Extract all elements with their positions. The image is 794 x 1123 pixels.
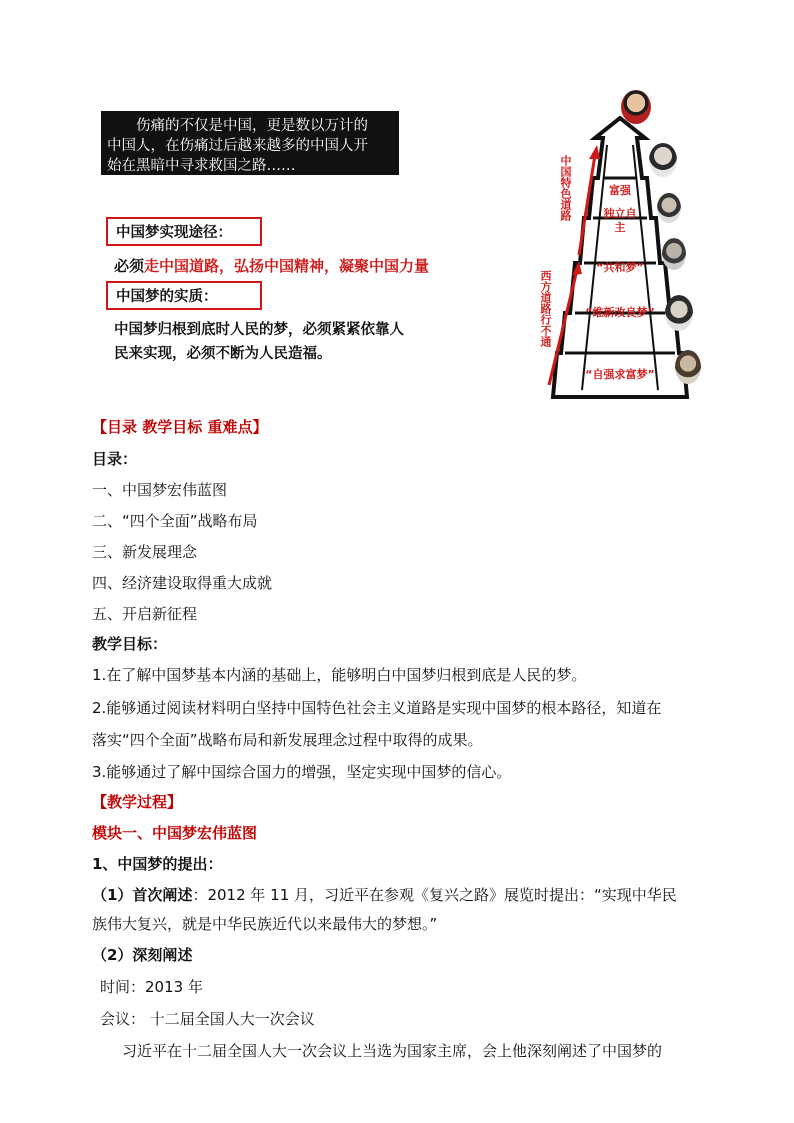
portrait-icon xyxy=(649,143,677,177)
essence-heading-box xyxy=(106,281,262,310)
essence-line: 中国梦归根到底时人民的梦，必须紧紧依靠人 xyxy=(114,321,404,338)
path-heading: 中国梦实现途径： xyxy=(116,224,232,241)
portrait-icon xyxy=(621,90,651,124)
goal-1: 1.在了解中国梦基本内涵的基础上，能够明白中国梦归根到底是人民的梦。 xyxy=(92,666,587,684)
path-heading-box xyxy=(106,217,262,246)
goal-2: 2.能够通过阅读材料明白坚持中国特色社会主义道路是实现中国梦的根本路径，知道在 xyxy=(92,699,662,717)
deep-label: （2）深刻阐述 xyxy=(92,946,193,964)
process-heading: 【教学过程】 xyxy=(92,793,183,811)
caption-line: 伤痛的不仅是中国，更是数以万计的 xyxy=(107,118,368,134)
last-line: 习近平在十二届全国人大一次会议上当选为国家主席，会上他深刻阐述了中国梦的 xyxy=(122,1042,663,1060)
step-label-1: 富强 xyxy=(609,184,631,197)
toc-item-5: 五、开启新征程 xyxy=(92,605,198,623)
path-highlight: 走中国道路，弘扬中国精神，凝聚中国力量 xyxy=(144,257,430,275)
step-label-5: “自强求富梦” xyxy=(585,368,655,381)
caption-line: 始在黑暗中寻求救国之路…… xyxy=(107,158,296,174)
first-statement xyxy=(92,884,677,905)
toc-item-3: 三、新发展理念 xyxy=(92,543,198,561)
toc-item-2: 二、“四个全面”战略布局 xyxy=(92,512,258,530)
step-label-2: 独立自主 xyxy=(603,207,637,234)
essence-text xyxy=(114,318,404,366)
sub-heading-1: 1、中国梦的提出： xyxy=(92,855,223,873)
goals-label: 教学目标： xyxy=(92,635,168,653)
goal-2-cont: 落实“四个全面”战略布局和新发展理念过程中取得的成果。 xyxy=(92,731,483,749)
left-bottom-text: 西方道路行不通 xyxy=(539,270,552,347)
toc-heading: 【目录 教学目标 重难点】 xyxy=(92,418,268,436)
first-statement-label: （1）首次阐述 xyxy=(92,886,193,904)
toc-label: 目录： xyxy=(92,450,138,468)
first-statement-cont: 族伟大复兴，就是中华民族近代以来最伟大的梦想。” xyxy=(92,915,438,933)
module-heading: 模块一、中国梦宏伟蓝图 xyxy=(92,824,258,842)
step-label-4: “维新改良梦” xyxy=(585,306,655,319)
goal-3: 3.能够通过了解中国综合国力的增强，坚定实现中国梦的信心。 xyxy=(92,763,512,781)
portrait-icon xyxy=(675,350,701,384)
essence-heading: 中国梦的实质： xyxy=(116,288,218,305)
caption-box xyxy=(101,111,399,175)
toc-item-1: 一、中国梦宏伟蓝图 xyxy=(92,481,228,499)
toc-item-4: 四、经济建设取得重大成就 xyxy=(92,574,273,592)
staircase-figure xyxy=(537,85,702,403)
portrait-icon xyxy=(657,193,681,223)
time-line: 时间：2013 年 xyxy=(100,978,203,996)
caption-line: 中国人，在伤痛过后越来越多的中国人开 xyxy=(107,138,368,154)
left-top-text: 中国特色道路 xyxy=(559,155,572,221)
meeting-line: 会议： 十二届全国人大一次会议 xyxy=(100,1010,315,1028)
portrait-icon xyxy=(665,295,693,331)
step-label-3: “共和梦” xyxy=(596,261,644,274)
path-text xyxy=(114,255,429,276)
essence-line: 民来实现，必须不断为人民造福。 xyxy=(114,345,332,362)
path-prefix: 必须 xyxy=(114,257,145,275)
arrow-upper-head xyxy=(589,145,600,159)
first-statement-text: ：2012 年 11 月，习近平在参观《复兴之路》展览时提出：“实现中华民 xyxy=(192,886,677,904)
portrait-icon xyxy=(662,238,686,270)
